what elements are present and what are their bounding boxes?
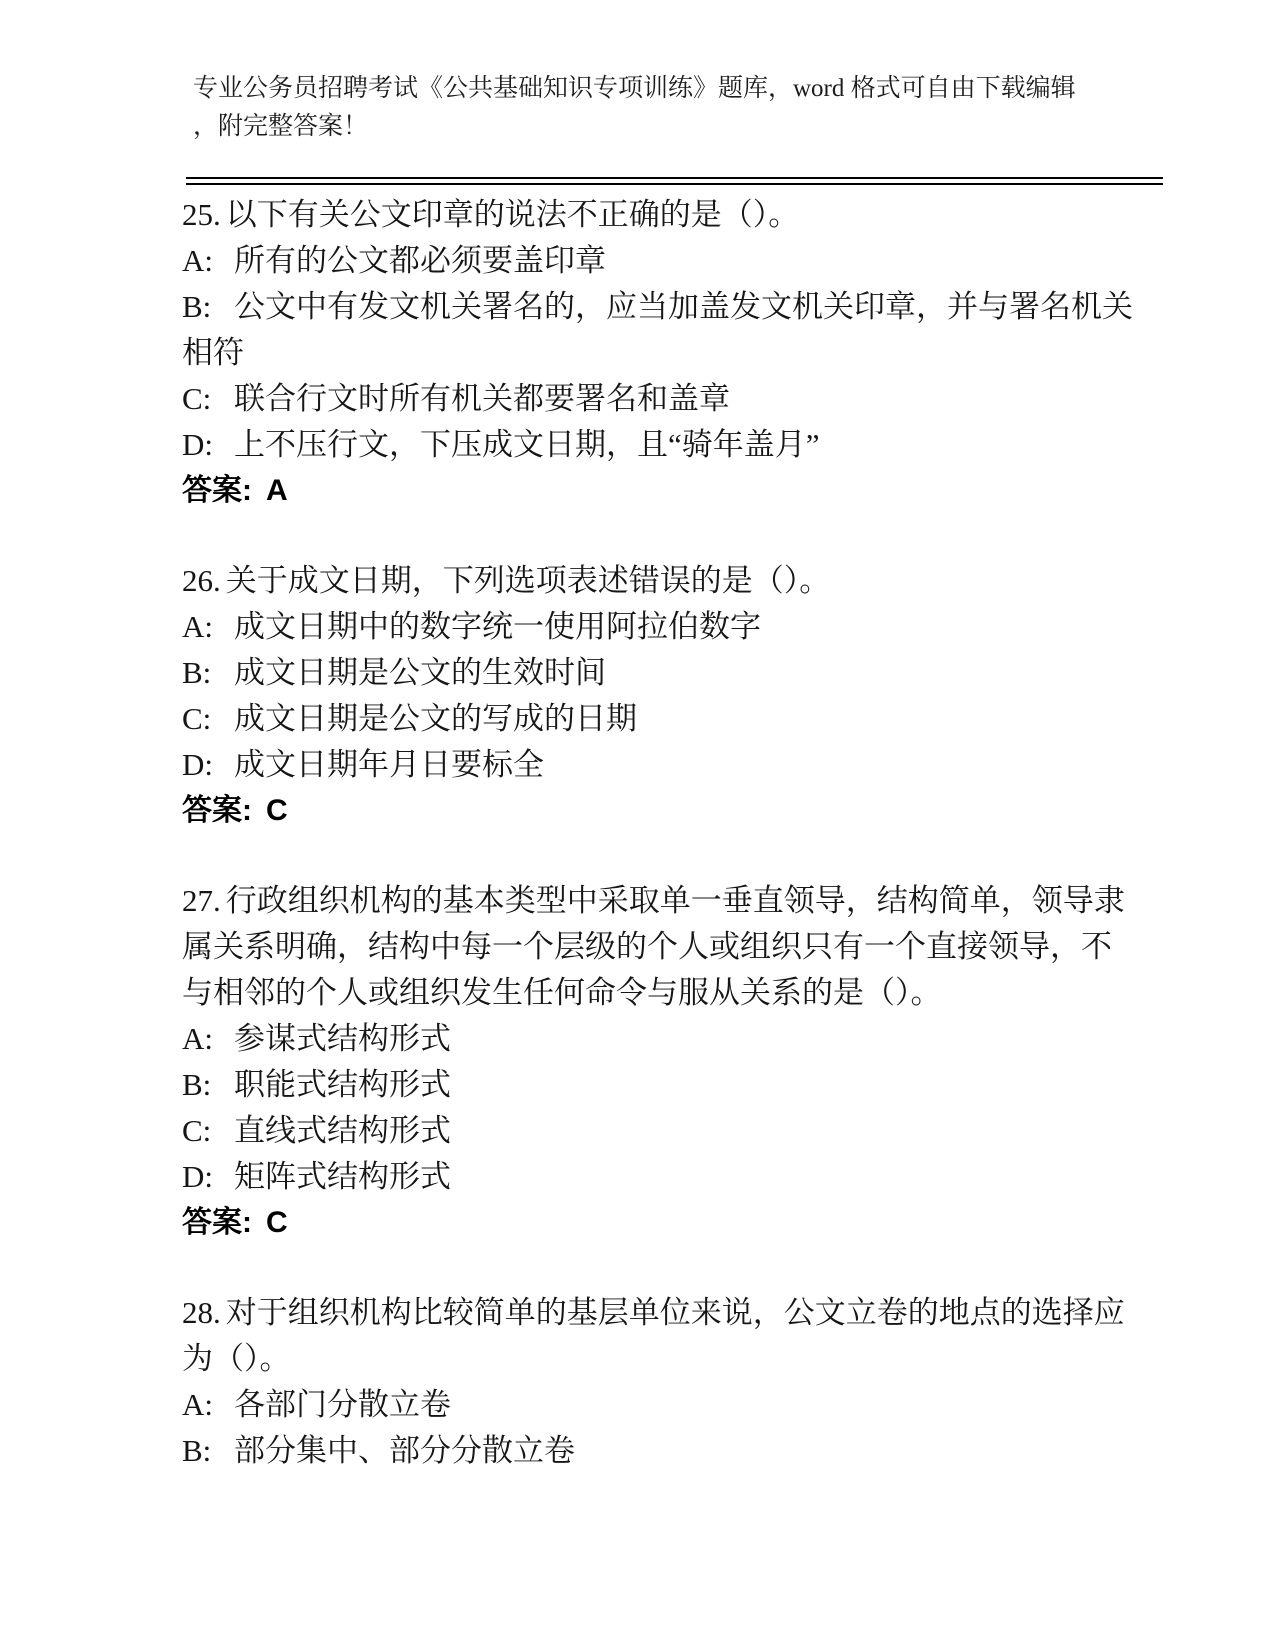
answer-prefix: 答案: [182,794,252,827]
option-label: A: [182,1387,213,1422]
question-block-26 [182,558,1147,834]
page-header [193,70,1153,146]
option-text: 成文日期年月日要标全 [234,747,544,782]
option-line-a [182,238,1147,284]
question-block-25 [182,192,1147,514]
answer-line [182,1200,1147,1246]
option-text: 直线式结构形式 [234,1113,451,1148]
option-text: 部分集中、部分分散立卷 [234,1433,575,1468]
option-line-a [182,1382,1147,1428]
option-line-b [182,284,1147,330]
answer-value: C [266,1206,288,1239]
option-text: 所有的公文都必须要盖印章 [234,243,606,278]
question-block-28 [182,1290,1147,1474]
option-label: A: [182,609,213,644]
answer-line [182,788,1147,834]
option-line-d [182,422,1147,468]
option-label: C: [182,701,212,736]
option-text: 成文日期是公文的写成的日期 [234,701,637,736]
answer-value: C [266,794,288,827]
header-line-2: ，附完整答案！ [193,113,369,140]
questions-section [182,192,1147,1474]
option-line-a [182,1016,1147,1062]
question-text-line: 与相邻的个人或组织发生任何命令与服从关系的是（）。 [182,975,942,1010]
option-text: 参谋式结构形式 [234,1021,451,1056]
option-label: D: [182,1159,213,1194]
option-line-b [182,650,1147,696]
answer-line [182,468,1147,514]
question-text: 行政组织机构的基本类型中采取单一垂直领导，结构简单，领导隶 [225,883,1125,918]
question-text-line [182,878,1147,924]
question-text-line [182,192,1147,238]
option-text: 上不压行文，下压成文日期，且“骑年盖月” [234,427,820,462]
answer-prefix: 答案: [182,474,252,507]
answer-prefix: 答案: [182,1206,252,1239]
option-line-d [182,1154,1147,1200]
option-text: 职能式结构形式 [234,1067,451,1102]
option-label: D: [182,747,213,782]
question-text-line: 为（）。 [182,1341,291,1376]
option-text: 矩阵式结构形式 [234,1159,451,1194]
option-line-c [182,1108,1147,1154]
option-text: 成文日期是公文的生效时间 [234,655,606,690]
option-line-c [182,696,1147,742]
header-line-1: 专业公务员招聘考试《公共基础知识专项训练》题库，word 格式可自由下载编辑 [193,75,1076,102]
option-label: D: [182,427,213,462]
question-text-line [182,1290,1147,1336]
option-label: C: [182,381,212,416]
option-line-b [182,1062,1147,1108]
option-line-a [182,604,1147,650]
option-text: 联合行文时所有机关都要署名和盖章 [234,381,730,416]
option-line-d [182,742,1147,788]
option-text: 公文中有发文机关署名的，应当加盖发文机关印章，并与署名机关 [234,289,1133,324]
question-text-line: 属关系明确，结构中每一个层级的个人或组织只有一个直接领导，不 [182,929,1112,964]
option-label: B: [182,1433,212,1468]
option-label: A: [182,243,213,278]
question-number: 25. [182,197,221,232]
option-text: 各部门分散立卷 [234,1387,451,1422]
option-label: B: [182,655,212,690]
question-text-line [182,558,1147,604]
question-text: 关于成文日期，下列选项表述错误的是（）。 [225,563,831,598]
option-label: B: [182,1067,212,1102]
question-number: 27. [182,883,221,918]
question-text: 以下有关公文印章的说法不正确的是（）。 [225,197,800,232]
header-divider [186,177,1163,185]
option-line-b [182,1428,1147,1474]
question-text: 对于组织机构比较简单的基层单位来说，公文立卷的地点的选择应 [225,1295,1125,1330]
question-block-27 [182,878,1147,1246]
question-number: 26. [182,563,221,598]
option-line-c [182,376,1147,422]
answer-value: A [266,474,288,507]
question-number: 28. [182,1295,221,1330]
option-label: A: [182,1021,213,1056]
option-label: B: [182,289,212,324]
option-text: 成文日期中的数字统一使用阿拉伯数字 [234,609,761,644]
option-label: C: [182,1113,212,1148]
option-continuation-line: 相符 [182,335,244,370]
